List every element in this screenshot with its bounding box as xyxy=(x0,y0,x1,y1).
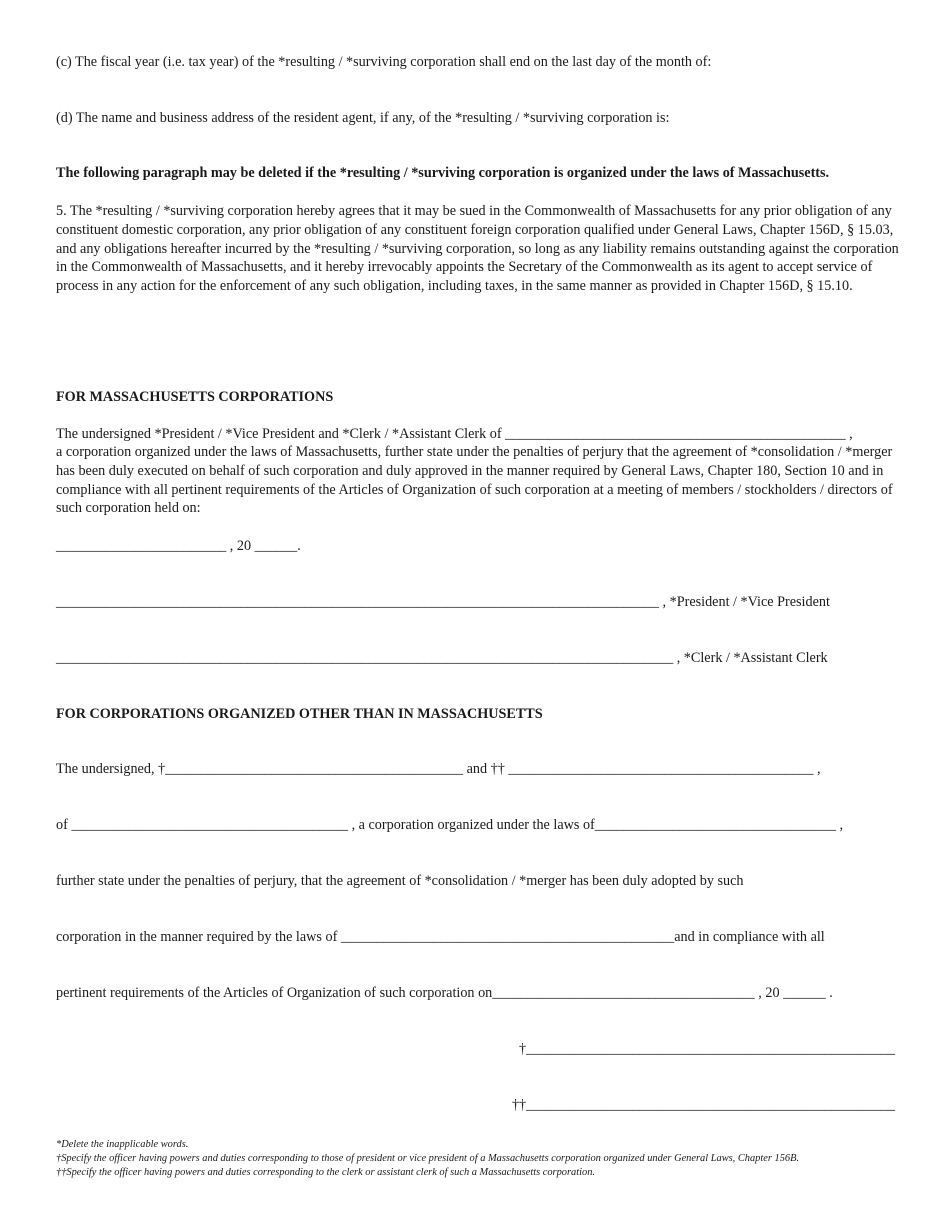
footnote-dagger: †Specify the officer having powers and duties corresponding to those of president or vice president of a Massachusetts corporation organized under General Laws, Chapter 156B. xyxy=(56,1153,800,1164)
dagger-signature[interactable]: †____________________________________________________ xyxy=(519,1041,895,1057)
double-dagger-signature[interactable]: ††____________________________________________________ xyxy=(511,1097,895,1113)
paragraph-5: 5. The *resulting / *surviving corporation hereby agrees that it may be sued in the Commonwealth of Massachusetts for any prior obligation of any constituent domestic corporation, any prior obligation of any constituent foreign corporation qualified under General Laws, Chapter 156D, § 15.03, and any obligations hereafter incurred by the *resulting / *surviving corporation, so long as any liability remains outstanding against the corporation in the Commonwealth of Massachusetts, and it hereby irrevocably appoints the Secretary of the Commonwealth as its agent to accept service of process in any action for the enforcement of any such obligation, including taxes, in the same manner as provided in Chapter 156D, § 15.10. xyxy=(56,203,899,295)
foreign-perjury-line: further state under the penalties of perjury, that the agreement of *consolidation / *merger has been duly adopted by such xyxy=(56,873,744,889)
ma-president-signature[interactable]: _____________________________________________________________________________________ , *President / *Vice President xyxy=(56,594,830,610)
ma-meeting-date-line[interactable]: ________________________ , 20 ______. xyxy=(56,538,301,554)
footnote-delete: *Delete the inapplicable words. xyxy=(56,1139,189,1150)
ma-undersigned-paragraph: a corporation organized under the laws of Massachusetts, further state under the penalties of perjury that the agreement of *consolidation / *merger has been duly executed on behalf of such corporation and duly approved in the manner required by General Laws, Chapter 180, Section 10 and in compliance with all pertinent requirements of the Articles of Organization of such corporation at a meeting of members / stockholders / directors of such corporation held on: xyxy=(56,444,893,517)
ma-clerk-signature[interactable]: _______________________________________________________________________________________ , *Clerk / *Assistant Clerk xyxy=(56,650,828,666)
foreign-section-heading: FOR CORPORATIONS ORGANIZED OTHER THAN IN MASSACHUSETTS xyxy=(56,706,543,722)
item-d-resident-agent: (d) The name and business address of the resident agent, if any, of the *resulting / *surviving corporation is: xyxy=(56,110,670,126)
ma-section-heading: FOR MASSACHUSETTS CORPORATIONS xyxy=(56,389,334,405)
foreign-date-line[interactable]: pertinent requirements of the Articles of Organization of such corporation on_____________________________________ , 20 ______ . xyxy=(56,985,833,1001)
footnote-double-dagger: ††Specify the officer having powers and duties corresponding to the clerk or assistant clerk of such a Massachusetts corporation. xyxy=(56,1167,595,1178)
foreign-corporation-line[interactable]: of _______________________________________ , a corporation organized under the laws of__________________________________ , xyxy=(56,817,844,833)
foreign-laws-line[interactable]: corporation in the manner required by the laws of _______________________________________________and in compliance with all xyxy=(56,929,825,945)
foreign-undersigned-line[interactable]: The undersigned, †__________________________________________ and †† ___________________________________________ , xyxy=(56,761,821,777)
ma-undersigned-line: The undersigned *President / *Vice President and *Clerk / *Assistant Clerk of ________________________________________________ , xyxy=(56,426,853,442)
item-c-fiscal-year: (c) The fiscal year (i.e. tax year) of the *resulting / *surviving corporation shall end on the last day of the month of: xyxy=(56,54,712,70)
deletion-note: The following paragraph may be deleted if the *resulting / *surviving corporation is organized under the laws of Massachusetts. xyxy=(56,165,830,181)
